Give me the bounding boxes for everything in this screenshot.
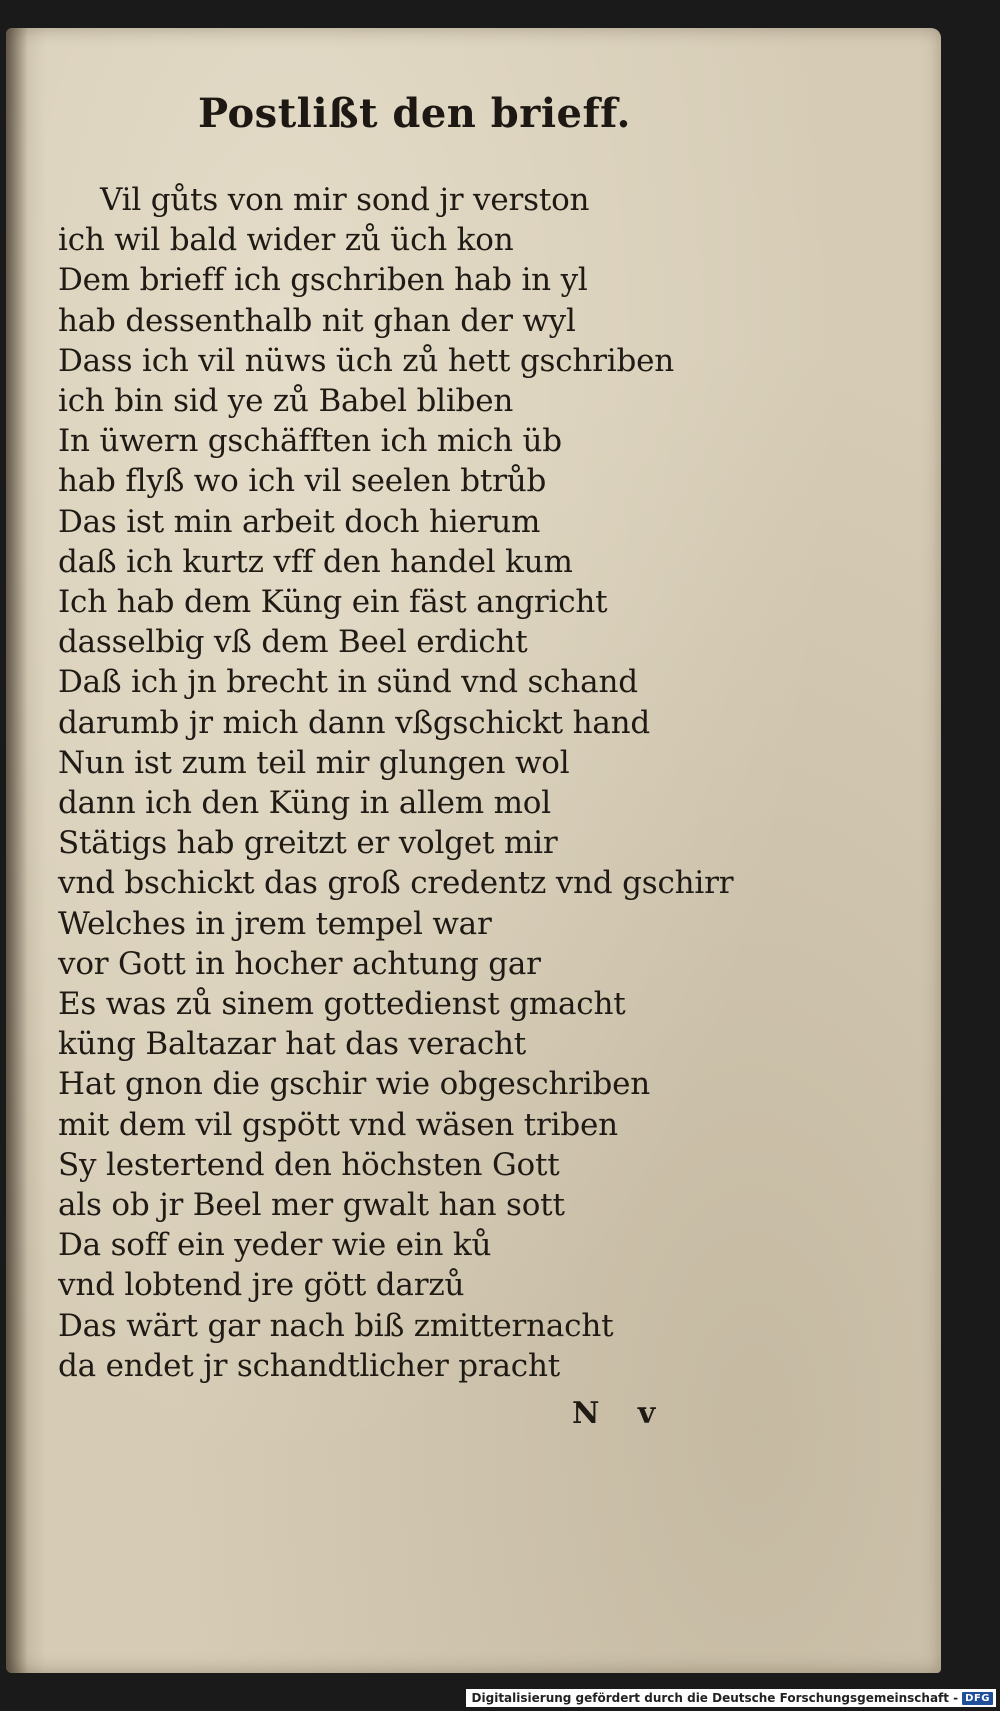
verse-line: Dem brieff ich gschriben hab in yl bbox=[58, 262, 588, 299]
verse-line: Welches in jrem tempel war bbox=[58, 905, 492, 942]
verse-line: ich bin sid ye zů Babel bliben bbox=[58, 383, 514, 420]
verse-line: Hat gnon die gschir wie obgeschriben bbox=[58, 1066, 651, 1103]
verse-line: vor Gott in hocher achtung gar bbox=[58, 945, 541, 982]
verse-line: darumb jr mich dann vßgschickt hand bbox=[58, 704, 651, 741]
verse-line: dasselbig vß dem Beel erdicht bbox=[58, 624, 528, 661]
verse-line: Daß ich jn brecht in sünd vnd schand bbox=[58, 664, 638, 701]
verse-line: hab dessenthalb nit ghan der wyl bbox=[58, 302, 576, 339]
verse-text bbox=[58, 180, 738, 1386]
verse-line: Da soff ein yeder wie ein ků bbox=[58, 1227, 492, 1264]
verse-line: vnd lobtend jre gött darzů bbox=[58, 1267, 465, 1304]
verse-line: als ob jr Beel mer gwalt han sott bbox=[58, 1187, 565, 1224]
verse-line: Dass ich vil nüws üch zů hett gschriben bbox=[58, 342, 675, 379]
verse-line: Das wärt gar nach biß zmitternacht bbox=[58, 1307, 614, 1344]
running-head: Postlißt den brieff. bbox=[198, 90, 631, 137]
verse-line: Vil gůts von mir sond jr verston bbox=[100, 182, 590, 218]
dfg-logo-icon: DFG bbox=[962, 1692, 993, 1705]
credit-text: Digitalisierung gefördert durch die Deutsche Forschungsgemeinschaft - bbox=[471, 1691, 959, 1705]
verse-line: Es was zů sinem gottedienst gmacht bbox=[58, 986, 626, 1023]
verse-line: küng Baltazar hat das veracht bbox=[58, 1026, 527, 1063]
verse-line: Das ist min arbeit doch hierum bbox=[58, 503, 541, 540]
verse-line: ich wil bald wider zů üch kon bbox=[58, 222, 514, 259]
verse-line: mit dem vil gspött vnd wäsen triben bbox=[58, 1106, 618, 1143]
verse-line: dann ich den Küng in allem mol bbox=[58, 785, 551, 822]
verse-line: daß ich kurtz vff den handel kum bbox=[58, 543, 573, 580]
book-page bbox=[6, 28, 941, 1673]
verse-line: In üwern gschäfften ich mich üb bbox=[58, 423, 562, 460]
verse-line: Nun ist zum teil mir glungen wol bbox=[58, 744, 570, 781]
verse-line: Ich hab dem Küng ein fäst angricht bbox=[58, 584, 608, 621]
verse-line: Stätigs hab greitzt er volget mir bbox=[58, 825, 558, 862]
signature-mark: N v bbox=[572, 1396, 670, 1431]
verse-line: Sy lestertend den höchsten Gott bbox=[58, 1146, 560, 1183]
verse-line: da endet jr schandtlicher pracht bbox=[58, 1347, 560, 1384]
verse-line: vnd bschickt das groß credentz vnd gschirr bbox=[58, 865, 734, 902]
spine-shadow bbox=[6, 28, 28, 1673]
verse-line: hab flyß wo ich vil seelen btrůb bbox=[58, 463, 547, 500]
digitization-credit bbox=[466, 1689, 996, 1707]
